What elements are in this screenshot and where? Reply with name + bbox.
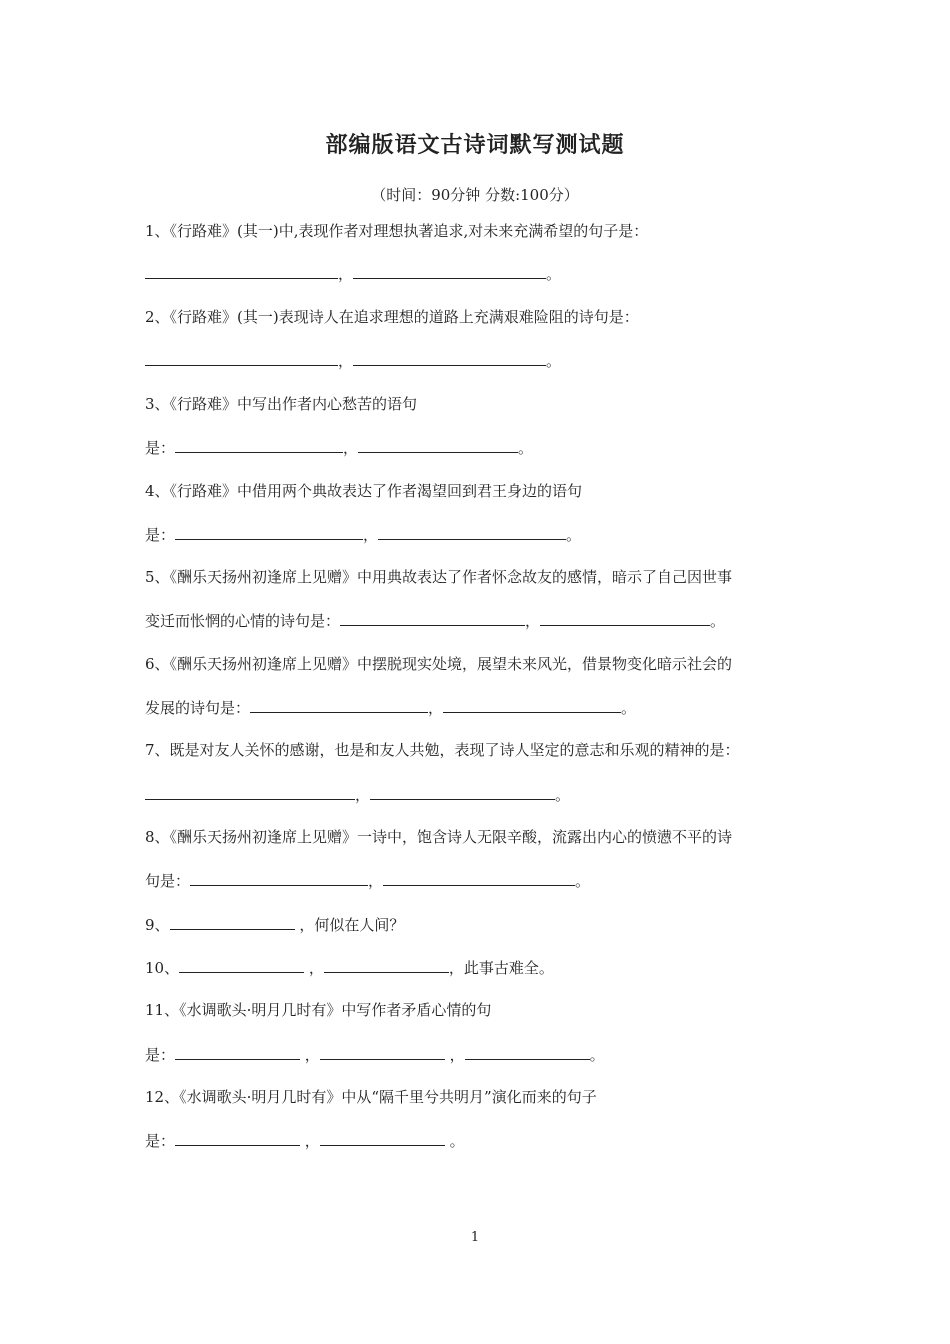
page-number: 1: [470, 1230, 480, 1245]
answer-line-11: [145, 1043, 605, 1066]
question-6: 6、《酬乐天扬州初逢席上见赠》中摆脱现实处境，展望未来风光，借景物变化暗示社会的: [145, 655, 733, 673]
period: 。: [710, 612, 726, 630]
period: 。: [449, 1132, 465, 1150]
blank[interactable]: [540, 609, 710, 626]
blank[interactable]: [179, 956, 304, 973]
comma: ，: [355, 786, 371, 804]
answer-line-4: [145, 523, 581, 546]
period: 。: [566, 526, 582, 544]
answer-line-3: [145, 436, 533, 459]
comma: ，: [428, 699, 444, 717]
answer-line-6: [145, 696, 636, 719]
blank[interactable]: [353, 349, 546, 366]
period: 。: [621, 699, 637, 717]
period: 。: [518, 439, 534, 457]
blank[interactable]: [175, 523, 363, 540]
period: 。: [546, 352, 562, 370]
question-11: 11、《水调歌头·明月几时有》中写作者矛盾心情的句: [145, 1001, 492, 1019]
blank[interactable]: [358, 436, 518, 453]
question-6-continued: 发展的诗句是：: [145, 699, 251, 717]
question-7: 7、既是对友人关怀的感谢，也是和友人共勉，表现了诗人坚定的意志和乐观的精神的是：: [145, 741, 740, 759]
question-12: 12、《水调歌头·明月几时有》中从“隔千里兮共明月”演化而来的句子: [145, 1088, 597, 1106]
period: 。: [546, 265, 562, 283]
question-10: [145, 956, 554, 979]
period: 。: [555, 786, 571, 804]
question-3: 3、《行路难》中写出作者内心愁苦的语句: [145, 395, 418, 413]
comma: ，: [308, 959, 324, 977]
blank[interactable]: [320, 1043, 445, 1060]
question-8: 8、《酬乐天扬州初逢席上见赠》一诗中，饱含诗人无限辛酸，流露出内心的愤懑不平的诗: [145, 828, 733, 846]
comma: ，: [343, 439, 359, 457]
answer-line-12: [145, 1129, 465, 1152]
period: 。: [589, 1046, 605, 1064]
question-number: 9、: [145, 916, 170, 934]
question-5: 5、《酬乐天扬州初逢席上见赠》中用典故表达了作者怀念故友的感情，暗示了自己因世事: [145, 568, 733, 586]
question-number: 10、: [145, 959, 180, 977]
blank[interactable]: [370, 783, 555, 800]
question-4: 4、《行路难》中借用两个典故表达了作者渴望回到君王身边的语句: [145, 482, 583, 500]
blank[interactable]: [324, 956, 449, 973]
question-2: 2、《行路难》(其一)表现诗人在追求理想的道路上充满艰难险阻的诗句是：: [145, 308, 639, 326]
comma: ，: [304, 1046, 320, 1064]
blank[interactable]: [170, 913, 295, 930]
answer-line-5: [145, 609, 725, 632]
answer-prefix: 是：: [145, 526, 176, 544]
question-5-continued: 变迁而怅惘的心情的诗句是：: [145, 612, 341, 630]
answer-line-2: [145, 349, 561, 372]
answer-line-1: [145, 262, 561, 285]
blank[interactable]: [175, 436, 343, 453]
answer-line-7: [145, 783, 570, 806]
comma: ，: [338, 265, 354, 283]
comma: ，: [449, 1046, 465, 1064]
blank[interactable]: [190, 869, 368, 886]
blank[interactable]: [340, 609, 525, 626]
blank[interactable]: [175, 1129, 300, 1146]
question-10-text: ，此事古难全。: [448, 959, 554, 977]
blank[interactable]: [145, 262, 338, 279]
page-title: 部编版语文古诗词默写测试题: [325, 132, 625, 158]
comma: ，: [304, 1132, 320, 1150]
exam-info: （时间：90分钟 分数:100分）: [371, 186, 579, 204]
question-9: [145, 913, 404, 936]
question-9-text: ，何似在人间？: [299, 916, 405, 934]
comma: ，: [363, 526, 379, 544]
blank[interactable]: [145, 349, 338, 366]
question-1: 1、《行路难》(其一)中,表现作者对理想执著追求,对未来充满希望的句子是：: [145, 222, 649, 240]
blank[interactable]: [250, 696, 428, 713]
blank[interactable]: [383, 869, 575, 886]
blank[interactable]: [145, 783, 355, 800]
comma: ，: [368, 872, 384, 890]
blank[interactable]: [320, 1129, 445, 1146]
answer-prefix: 是：: [145, 1046, 176, 1064]
comma: ，: [525, 612, 541, 630]
answer-prefix: 是：: [145, 439, 176, 457]
answer-prefix: 是：: [145, 1132, 176, 1150]
question-8-continued: 句是：: [145, 872, 191, 890]
blank[interactable]: [175, 1043, 300, 1060]
answer-line-8: [145, 869, 590, 892]
blank[interactable]: [465, 1043, 590, 1060]
blank[interactable]: [443, 696, 621, 713]
blank[interactable]: [353, 262, 546, 279]
blank[interactable]: [378, 523, 566, 540]
period: 。: [575, 872, 591, 890]
comma: ，: [338, 352, 354, 370]
